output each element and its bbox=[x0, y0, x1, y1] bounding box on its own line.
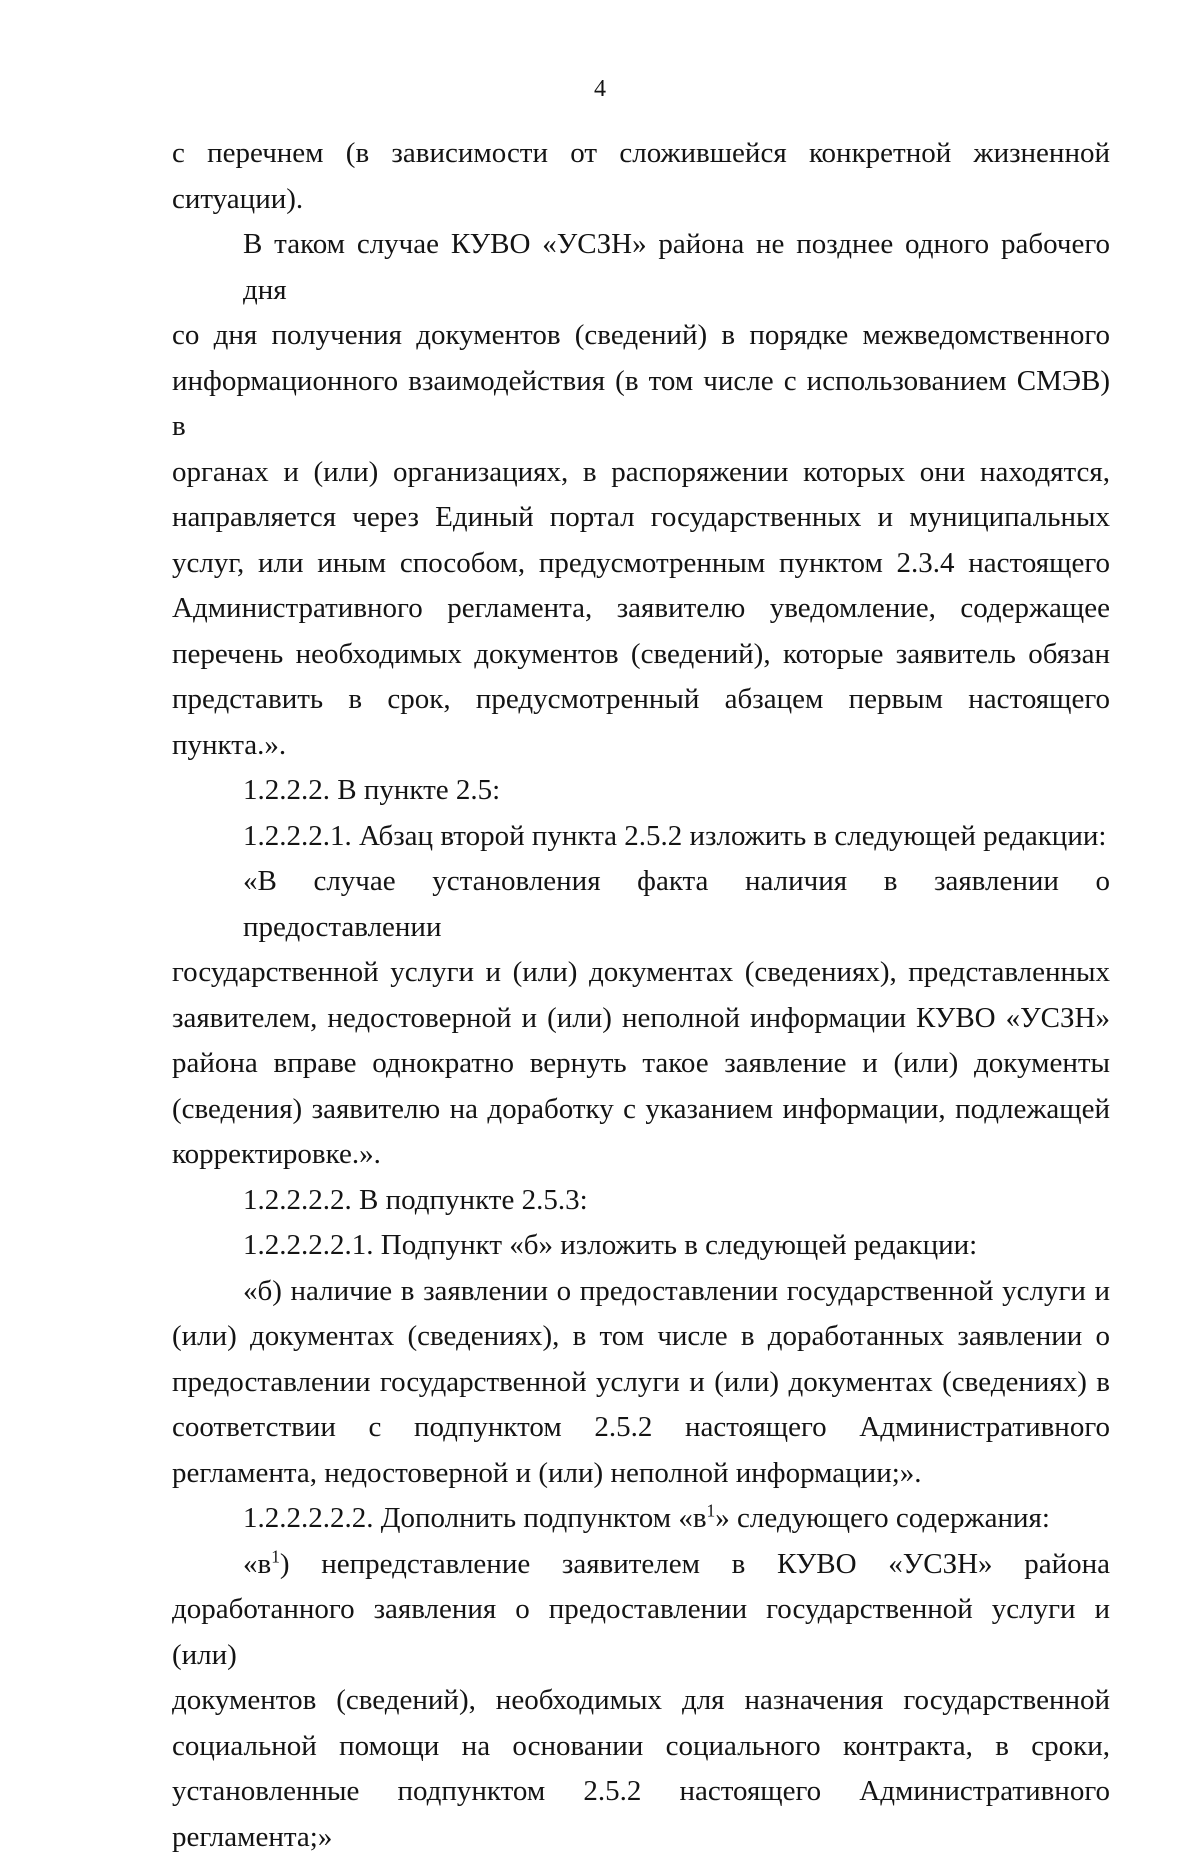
paragraph-quoted-2-5-2 bbox=[172, 859, 1110, 1178]
text-line: соответствии с подпунктом 2.5.2 настоящего Административного bbox=[172, 1405, 1110, 1451]
paragraph-continuation bbox=[172, 131, 1110, 222]
text-line: доработанного заявления о предоставлении государственной услуги и (или) bbox=[172, 1587, 1110, 1678]
text-line: со дня получения документов (сведений) в порядке межведомственного bbox=[172, 313, 1110, 359]
text-line: (или) документах (сведениях), в том числе в доработанных заявлении о bbox=[172, 1314, 1110, 1360]
page-number: 4 bbox=[0, 74, 1200, 104]
paragraph-quoted-subitem-b bbox=[172, 1269, 1110, 1497]
text-line: услуг, или иным способом, предусмотренным пунктом 2.3.4 настоящего bbox=[172, 541, 1110, 587]
text-line: установленные подпунктом 2.5.2 настоящего Административного bbox=[172, 1769, 1110, 1815]
text-line: ситуации). bbox=[172, 177, 1110, 223]
text-line: (сведения) заявителю на доработку с указанием информации, подлежащей bbox=[172, 1087, 1110, 1133]
paragraph-item-1-2-2-2: 1.2.2.2. В пункте 2.5: bbox=[172, 768, 1110, 814]
text-line: информационного взаимодействия (в том числе с использованием СМЭВ) в bbox=[172, 359, 1110, 450]
text-line: социальной помощи на основании социального контракта, в сроки, bbox=[172, 1724, 1110, 1770]
paragraph-quoted-subitem-v1 bbox=[172, 1542, 1110, 1860]
text-line: документов (сведений), необходимых для назначения государственной bbox=[172, 1678, 1110, 1724]
text-line: района вправе однократно вернуть такое заявление и (или) документы bbox=[172, 1041, 1110, 1087]
text-line: перечень необходимых документов (сведений), которые заявитель обязан bbox=[172, 632, 1110, 678]
text-line: «В случае установления факта наличия в заявлении о предоставлении bbox=[172, 859, 1110, 950]
text-line: регламента, недостоверной и (или) неполной информации;». bbox=[172, 1451, 1110, 1497]
text-line: предоставлении государственной услуги и (или) документах (сведениях) в bbox=[172, 1360, 1110, 1406]
superscript: 1 bbox=[707, 1500, 716, 1520]
text-line: государственной услуги и (или) документах (сведениях), представленных bbox=[172, 950, 1110, 996]
text-line: представить в срок, предусмотренный абзацем первым настоящего пункта.». bbox=[172, 677, 1110, 768]
text-line: с перечнем (в зависимости от сложившейся конкретной жизненной bbox=[172, 131, 1110, 177]
text-line: направляется через Единый портал государственных и муниципальных bbox=[172, 495, 1110, 541]
paragraph-notification bbox=[172, 222, 1110, 768]
text-line: Административного регламента, заявителю уведомление, содержащее bbox=[172, 586, 1110, 632]
text-line: органах и (или) организациях, в распоряжении которых они находятся, bbox=[172, 450, 1110, 496]
text-fragment: «в bbox=[243, 1548, 271, 1580]
text-fragment: ) непредставление заявителем в КУВО «УСЗН» района bbox=[280, 1548, 1110, 1580]
text-line: регламента;» bbox=[172, 1815, 1110, 1860]
superscript: 1 bbox=[271, 1546, 280, 1566]
paragraph-item-1-2-2-2-2-1: 1.2.2.2.2.1. Подпункт «б» изложить в следующей редакции: bbox=[172, 1223, 1110, 1269]
text-fragment: 1.2.2.2.2.2. Дополнить подпунктом «в bbox=[243, 1502, 707, 1534]
text-line: корректировке.». bbox=[172, 1132, 1110, 1178]
text-line: В таком случае КУВО «УСЗН» района не позднее одного рабочего дня bbox=[172, 222, 1110, 313]
text-line: заявителем, недостоверной и (или) неполной информации КУВО «УСЗН» bbox=[172, 996, 1110, 1042]
text-line: «б) наличие в заявлении о предоставлении государственной услуги и bbox=[172, 1269, 1110, 1315]
text-fragment: » следующего содержания: bbox=[715, 1502, 1050, 1534]
paragraph-item-1-2-2-2-2-2 bbox=[172, 1496, 1110, 1542]
text-line bbox=[172, 1542, 1110, 1588]
document-body bbox=[172, 131, 1110, 1860]
paragraph-item-1-2-2-2-2: 1.2.2.2.2. В подпункте 2.5.3: bbox=[172, 1178, 1110, 1224]
paragraph-item-1-2-2-2-1: 1.2.2.2.1. Абзац второй пункта 2.5.2 изложить в следующей редакции: bbox=[172, 814, 1110, 860]
